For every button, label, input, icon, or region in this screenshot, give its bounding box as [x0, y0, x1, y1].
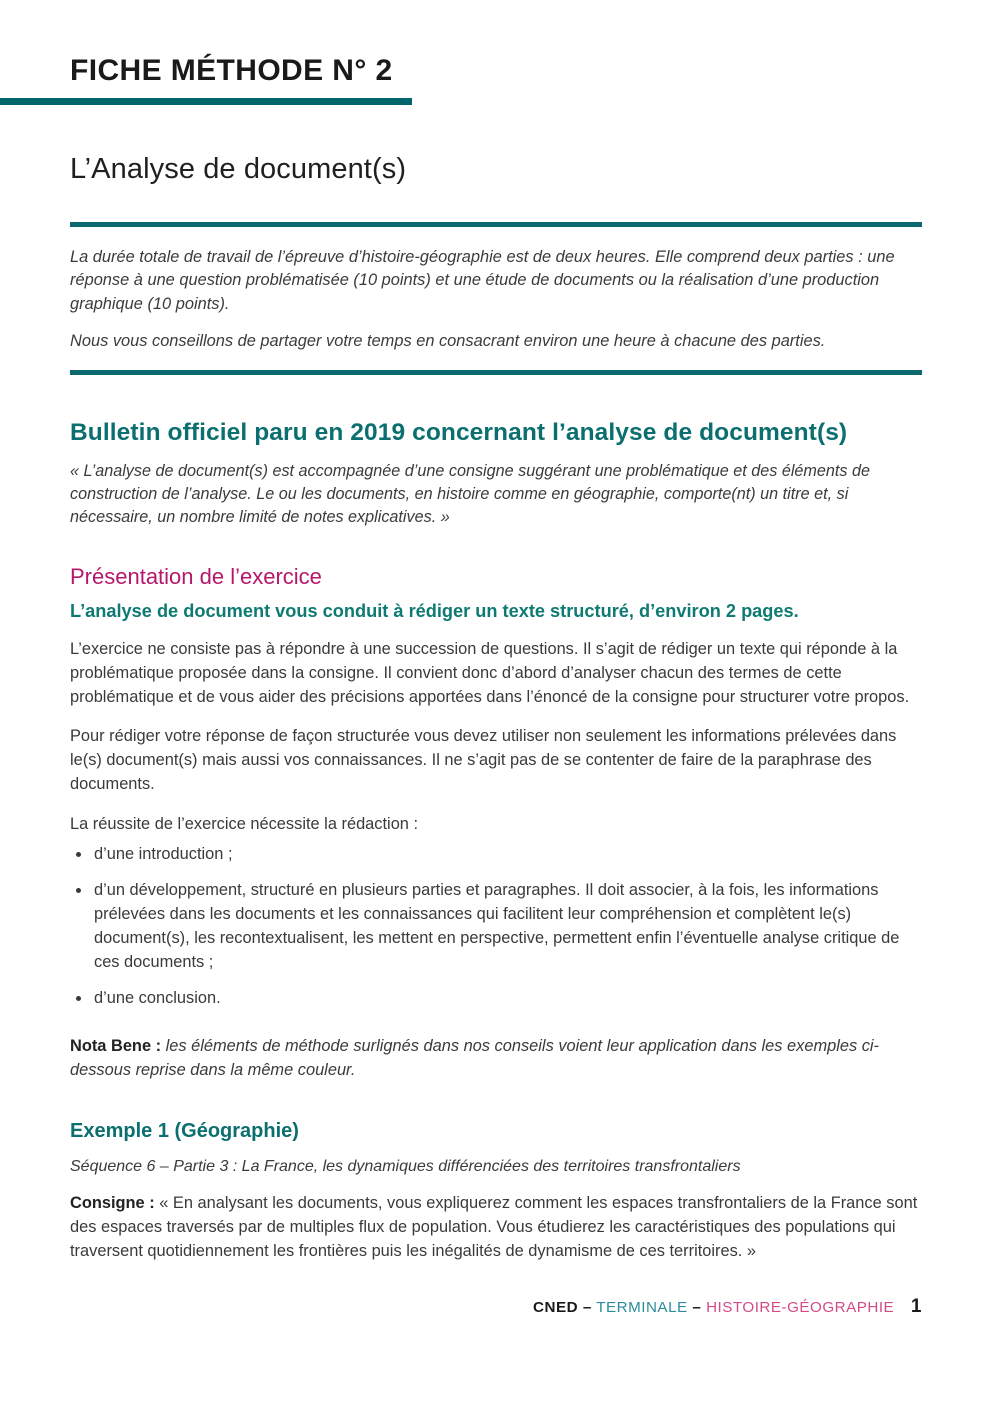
presentation-paragraph-1: L’exercice ne consiste pas à répondre à une succession de questions. Il s’agit de rédiger un texte qui réponde à la problématique proposée dans la consigne. Il convient donc d’abord d’analyser chacun des termes de cette problématique et de vous aider des précisions apportées dans l’énoncé de la consigne pour structurer votre propos. — [70, 640, 910, 706]
masthead-label: FICHE MÉTHODE N° 2 — [70, 54, 393, 87]
consigne-label: Consigne : — [70, 1194, 155, 1213]
list-item — [70, 879, 922, 974]
bulletin-officiel-quote: « L’analyse de document(s) est accompagnée d’une consigne suggérant une problématique et des éléments de construction de l’analyse. Le ou les documents, en histoire comme en géographie, comporte(nt) un titre et, si nécessaire, un nombre limité de notes explicatives. » — [70, 461, 871, 526]
masthead-rule — [0, 98, 412, 105]
nota-bene — [70, 1035, 922, 1083]
list-item-label: d’un développement, structuré en plusieurs parties et paragraphes. Il doit associer, à la fois, les informations prélevées dans les documents et les connaissances qui facilitent leur compréhension et complètent le(s) document(s), les recontextualisent, les mettent en perspective, permettent enfin l’éventuelle analyse critique de ces documents ; — [94, 881, 900, 971]
bullet-dot-icon — [76, 996, 81, 1001]
divider-rule-top — [70, 222, 922, 227]
footer-separator-2: – — [692, 1299, 702, 1316]
footer-institution: CNED — [533, 1299, 579, 1316]
section-heading-example-1: Exemple 1 (Géographie) — [70, 1119, 299, 1142]
footer-separator-1: – — [582, 1299, 592, 1316]
list-item — [70, 987, 922, 1011]
intro-block — [70, 246, 922, 353]
requirements-list — [70, 843, 922, 1012]
footer-level: TERMINALE — [596, 1299, 688, 1316]
section-heading-presentation: Présentation de l’exercice — [70, 563, 322, 589]
bullet-dot-icon — [76, 852, 81, 857]
list-item-label: d’une conclusion. — [94, 989, 221, 1008]
page-footer — [0, 1296, 922, 1318]
footer-page-number: 1 — [910, 1296, 922, 1317]
masthead — [0, 54, 993, 105]
page-title: L’Analyse de document(s) — [70, 153, 407, 185]
main-content — [70, 418, 922, 1264]
intro-paragraph-2: Nous vous conseillons de partager votre temps en consacrant environ une heure à chacune des parties. — [70, 331, 826, 350]
example-1-consigne — [70, 1192, 922, 1263]
divider-rule-bottom — [70, 370, 922, 375]
section-heading-bulletin-officiel: Bulletin officiel paru en 2019 concernant l’analyse de document(s) — [70, 419, 848, 446]
presentation-paragraph-2: Pour rédiger votre réponse de façon structurée vous devez utiliser non seulement les informations prélevées dans le(s) document(s) mais aussi vos connaissances. Il ne s’agit pas de se contenter de faire de la paraphrase des documents. — [70, 727, 897, 793]
list-item — [70, 843, 922, 867]
example-1-sequence: Séquence 6 – Partie 3 : La France, les dynamiques différenciées des territoires transfrontaliers — [70, 1157, 741, 1175]
bullet-dot-icon — [76, 888, 81, 893]
presentation-subheading: L’analyse de document vous conduit à rédiger un texte structuré, d’environ 2 pages. — [70, 601, 799, 622]
bullet-list-intro: La réussite de l’exercice nécessite la rédaction : — [70, 814, 419, 833]
consigne-text: « En analysant les documents, vous expliquerez comment les espaces transfrontaliers de la France sont des espaces traversés par de multiples flux de population. Vous étudierez les caractéristiques des populations qui traversent quotidiennement les frontières puis les inégalités de dynamisme de ces territoires. » — [70, 1194, 918, 1261]
intro-paragraph-1: La durée totale de travail de l’épreuve d’histoire-géographie est de deux heures. Elle comprend deux parties : une réponse à une question problématisée (10 points) et une étude de documents ou la réalisation d’une production graphique (10 points). — [70, 248, 895, 313]
nota-bene-label: Nota Bene : — [70, 1037, 162, 1056]
nota-bene-text: les éléments de méthode surlignés dans nos conseils voient leur application dans les exemples ci-dessous reprise dans la même couleur. — [70, 1037, 880, 1079]
list-item-label: d’une introduction ; — [94, 844, 233, 863]
footer-subject: HISTOIRE-GÉOGRAPHIE — [706, 1299, 895, 1316]
